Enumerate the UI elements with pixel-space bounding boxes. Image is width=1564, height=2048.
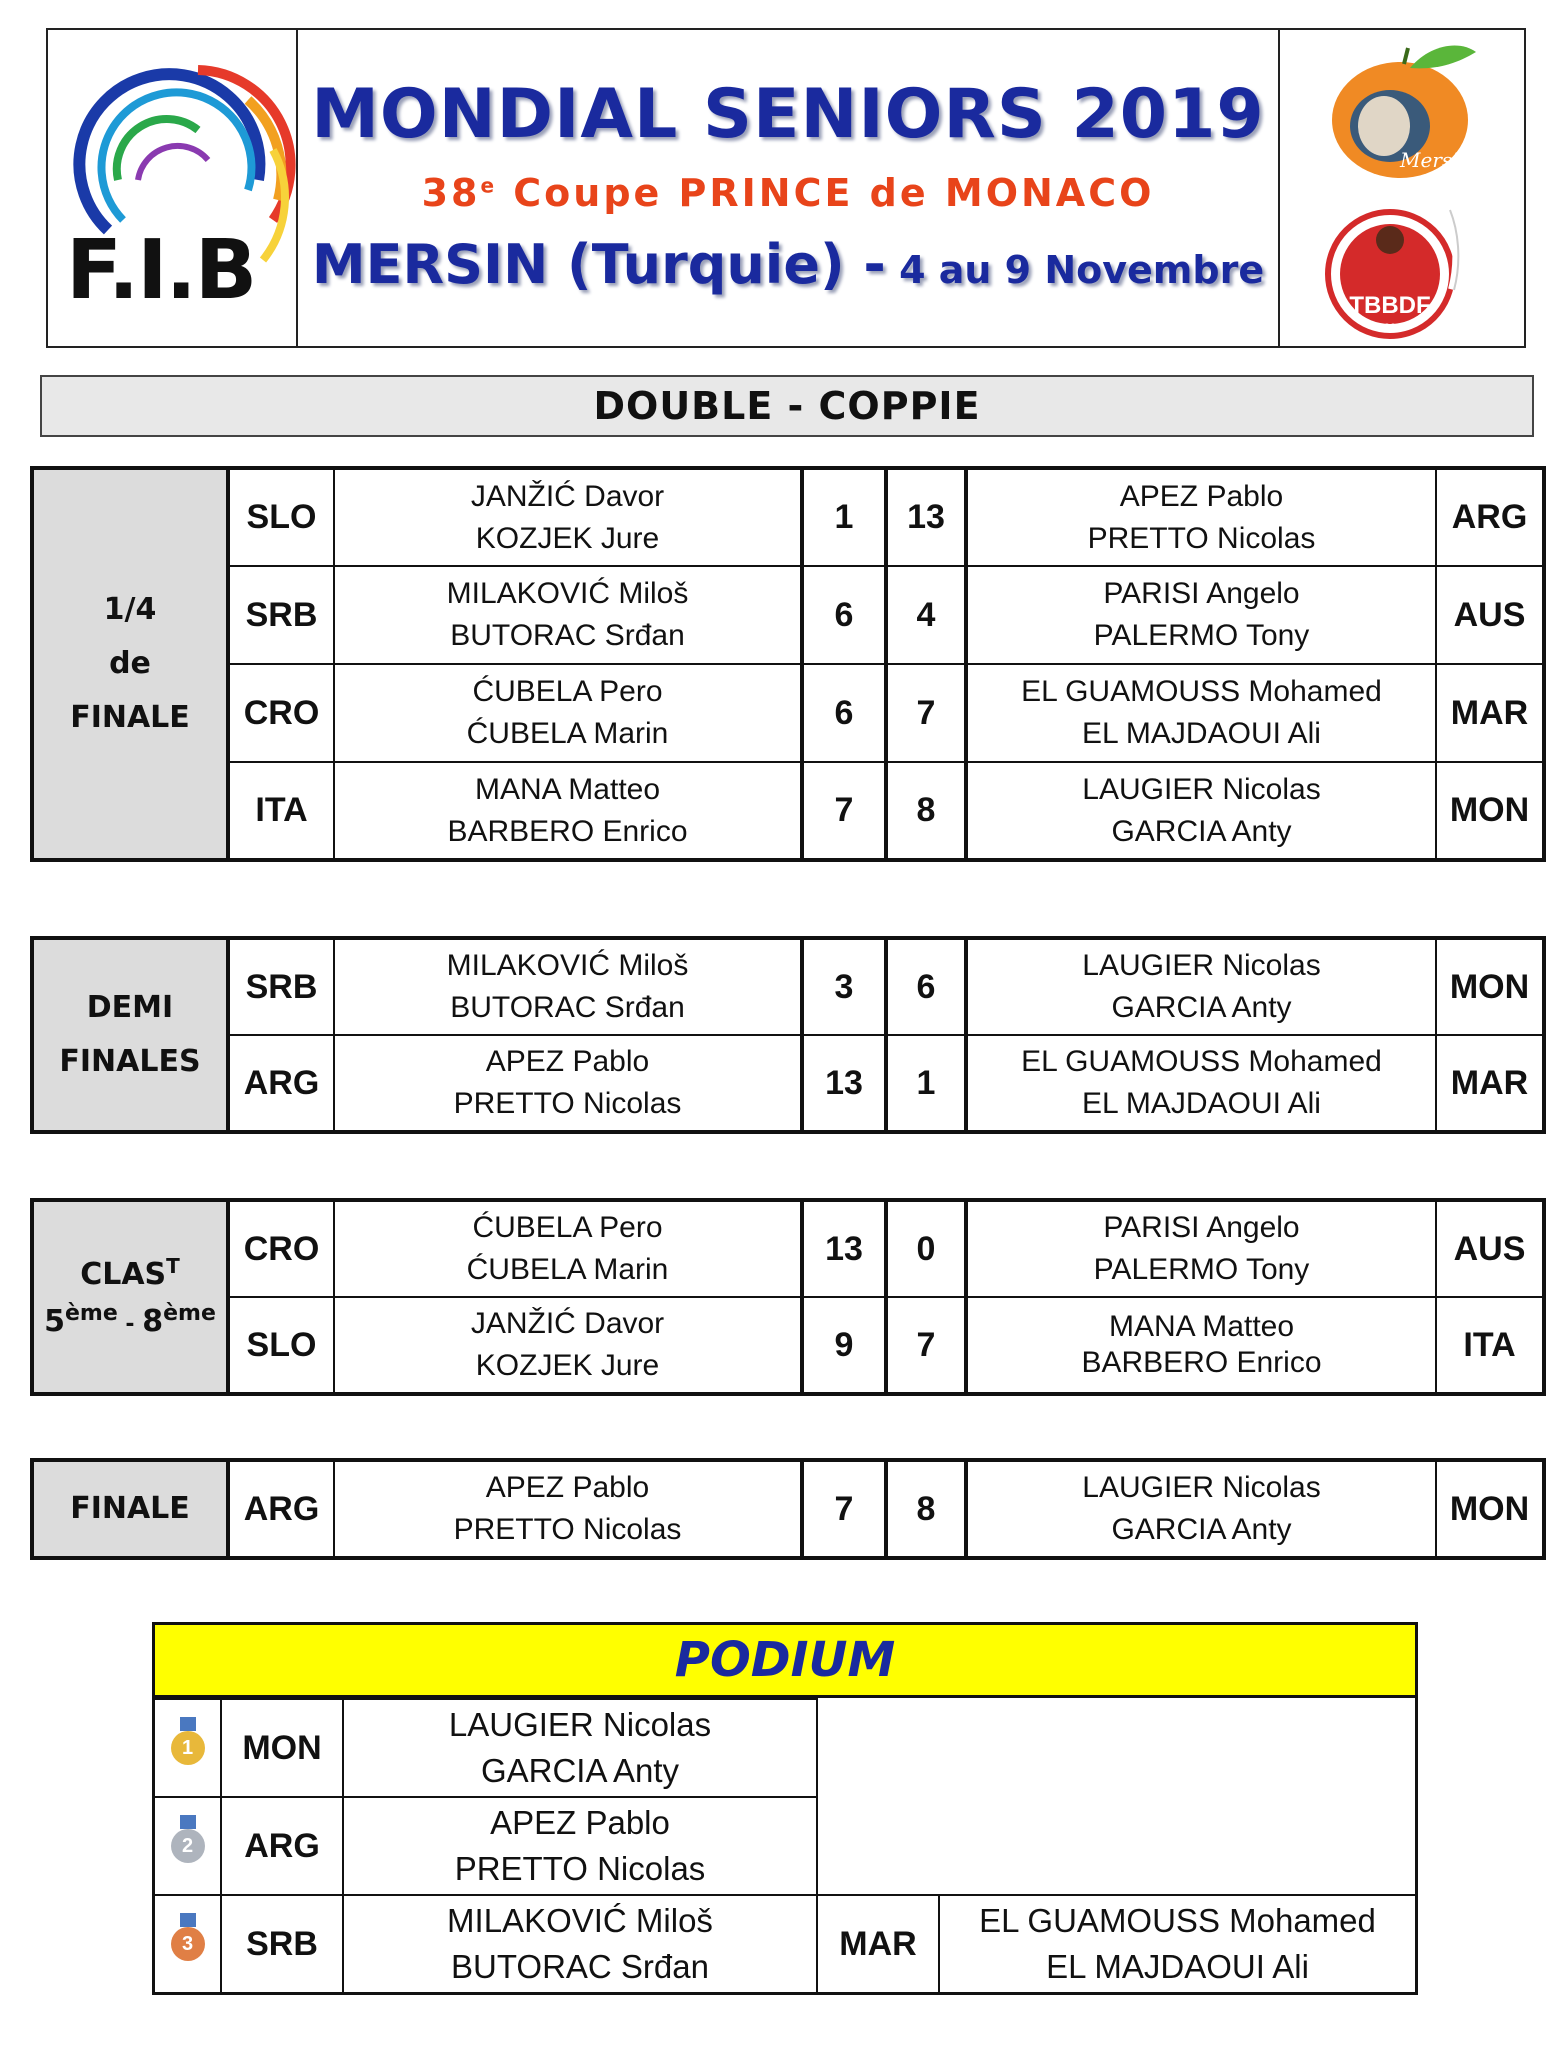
podium-box <box>152 1622 1418 1995</box>
player-name: ĆUBELA Pero <box>472 1211 663 1244</box>
left-country-code: SLO <box>228 1297 334 1394</box>
tbbdf-logo-text: TBBDF <box>1349 292 1431 319</box>
left-country-code: ITA <box>228 762 334 860</box>
header-banner <box>46 28 1526 348</box>
right-players <box>966 938 1436 1035</box>
table-row <box>155 1895 1415 1992</box>
right-score: 4 <box>886 566 966 664</box>
stage-label: FINALE <box>32 1460 228 1558</box>
stage-sup: T <box>166 1253 180 1278</box>
right-score: 1 <box>886 1035 966 1132</box>
table-row <box>32 468 1544 566</box>
podium-title: PODIUM <box>155 1625 1415 1698</box>
right-players <box>966 1297 1436 1394</box>
player-name: PRETTO Nicolas <box>453 1087 682 1120</box>
player-name: APEZ Pablo <box>1119 479 1284 513</box>
player-name: BUTORAC Srđan <box>451 1948 709 1985</box>
stage-label <box>32 468 228 860</box>
gold-medal-icon: 1 <box>171 1731 205 1765</box>
left-country-code: SRB <box>228 938 334 1035</box>
podium-players <box>343 1699 817 1797</box>
right-score: 0 <box>886 1200 966 1297</box>
left-score: 7 <box>802 762 886 860</box>
player-name: ĆUBELA Pero <box>472 675 663 708</box>
player-name: MILAKOVIĆ Miloš <box>447 1902 713 1939</box>
left-country-code: CRO <box>228 1200 334 1297</box>
table-row <box>32 566 1544 664</box>
stage-text: 5 <box>44 1303 65 1339</box>
player-name: EL MAJDAOUI Ali <box>1082 1087 1321 1120</box>
left-country-code: ARG <box>228 1460 334 1558</box>
player-name: EL MAJDAOUI Ali <box>1046 1948 1309 1985</box>
right-country-code: MAR <box>1436 664 1544 762</box>
table-row <box>32 938 1544 1035</box>
player-name: EL GUAMOUSS Mohamed <box>979 1902 1376 1939</box>
player-name: JANŽIĆ Davor <box>470 1307 665 1340</box>
player-name: GARCIA Anty <box>480 1752 680 1789</box>
podium-table <box>155 1698 1415 1992</box>
player-name: MILAKOVIĆ Miloš <box>446 577 689 610</box>
player-name: PRETTO Nicolas <box>453 1513 682 1546</box>
right-players <box>966 1460 1436 1558</box>
podium-country-code: MAR <box>817 1895 939 1992</box>
right-country-code: AUS <box>1436 566 1544 664</box>
table-row <box>155 1699 1415 1797</box>
table-row <box>32 1460 1544 1558</box>
right-country-code: ITA <box>1436 1297 1544 1394</box>
left-players <box>334 938 802 1035</box>
fib-logo-text: F.I.B <box>66 223 256 318</box>
tbbdf-logo-year: 2005 <box>1377 322 1403 334</box>
player-name: LAUGIER Nicolas <box>1082 1471 1321 1504</box>
player-name: MANA Matteo <box>474 772 661 806</box>
right-country-code: MON <box>1436 1460 1544 1558</box>
header-title-block <box>298 30 1280 346</box>
table-row <box>32 1200 1544 1297</box>
player-name: GARCIA Anty <box>1111 1513 1292 1546</box>
empty-cell <box>817 1699 1415 1895</box>
stage-sup: ème <box>65 1300 118 1326</box>
stage-line: FINALES <box>59 1044 201 1079</box>
podium-country-code: MON <box>221 1699 343 1797</box>
right-score: 7 <box>886 664 966 762</box>
right-players <box>966 664 1436 762</box>
final-table <box>30 1458 1546 1560</box>
stage-line <box>34 1297 226 1344</box>
bronze-medal-cell <box>155 1895 221 1992</box>
right-players <box>966 1035 1436 1132</box>
stage-line: FINALE <box>70 700 190 735</box>
event-dates: 4 au 9 Novembre <box>885 247 1265 292</box>
stage-line: de <box>109 646 151 681</box>
left-score: 13 <box>802 1200 886 1297</box>
left-players <box>334 1297 802 1394</box>
player-name: MILAKOVIĆ Miloš <box>446 949 689 982</box>
table-row <box>32 1297 1544 1394</box>
player-name: BARBERO Enrico <box>1081 1346 1322 1379</box>
right-score: 6 <box>886 938 966 1035</box>
right-players <box>966 1200 1436 1297</box>
player-name: MANA Matteo <box>1108 1310 1295 1343</box>
player-name: LAUGIER Nicolas <box>1082 949 1321 982</box>
fib-logo <box>48 30 298 346</box>
player-name: KOZJEK Jure <box>475 521 660 555</box>
right-country-code: ARG <box>1436 468 1544 566</box>
player-name: PALERMO Tony <box>1093 619 1310 652</box>
player-name: EL MAJDAOUI Ali <box>1082 717 1321 750</box>
left-score: 9 <box>802 1297 886 1394</box>
player-name: PRETTO Nicolas <box>1087 521 1316 555</box>
silver-medal-icon: 2 <box>171 1829 205 1863</box>
subtitle-number: 38 <box>421 170 481 215</box>
stage-line <box>34 1251 226 1297</box>
stage-text: CLAS <box>80 1256 167 1292</box>
right-score: 8 <box>886 762 966 860</box>
right-players <box>966 566 1436 664</box>
left-country-code: ARG <box>228 1035 334 1132</box>
player-name: BARBERO Enrico <box>447 814 688 848</box>
stage-label <box>32 1200 228 1394</box>
left-score: 3 <box>802 938 886 1035</box>
player-name: PARISI Angelo <box>1103 1211 1300 1244</box>
event-location: MERSIN (Turquie) - <box>311 232 886 296</box>
left-score: 6 <box>802 664 886 762</box>
event-subtitle <box>422 171 1155 215</box>
right-players <box>966 468 1436 566</box>
player-name: PARISI Angelo <box>1103 577 1300 610</box>
left-score: 13 <box>802 1035 886 1132</box>
player-name: GARCIA Anty <box>1111 991 1292 1024</box>
left-country-code: SLO <box>228 468 334 566</box>
right-players <box>966 762 1436 860</box>
stage-line: 1/4 <box>103 592 157 627</box>
player-name: ĆUBELA Marin <box>466 717 669 750</box>
player-name: BUTORAC Srđan <box>450 619 685 652</box>
right-score: 13 <box>886 468 966 566</box>
player-name: JANŽIĆ Davor <box>470 479 665 513</box>
left-country-code: CRO <box>228 664 334 762</box>
podium-players <box>343 1895 817 1992</box>
table-row <box>32 762 1544 860</box>
right-country-code: MON <box>1436 762 1544 860</box>
right-country-code: MON <box>1436 938 1544 1035</box>
left-players <box>334 762 802 860</box>
left-players <box>334 1460 802 1558</box>
bronze-medal-icon: 3 <box>171 1927 205 1961</box>
table-row <box>32 664 1544 762</box>
left-score: 1 <box>802 468 886 566</box>
gold-medal-cell <box>155 1699 221 1797</box>
podium-players <box>343 1797 817 1895</box>
semi-final-table <box>30 936 1546 1134</box>
left-country-code: SRB <box>228 566 334 664</box>
player-name: APEZ Pablo <box>490 1804 670 1841</box>
table-row <box>32 1035 1544 1132</box>
player-name: PRETTO Nicolas <box>454 1850 706 1887</box>
player-name: GARCIA Anty <box>1111 814 1292 848</box>
subtitle-rest: Coupe PRINCE de MONACO <box>497 170 1155 215</box>
podium-country-code: ARG <box>221 1797 343 1895</box>
section-title: DOUBLE - COPPIE <box>40 375 1534 437</box>
left-players <box>334 1200 802 1297</box>
player-name: PALERMO Tony <box>1093 1253 1310 1286</box>
left-players <box>334 468 802 566</box>
left-players <box>334 566 802 664</box>
podium-players <box>939 1895 1415 1992</box>
player-name: LAUGIER Nicolas <box>448 1706 712 1743</box>
event-title: MONDIAL SENIORS 2019 <box>311 74 1265 154</box>
stage-line: DEMI <box>86 990 174 1025</box>
subtitle-sup: e <box>480 172 498 197</box>
left-score: 6 <box>802 566 886 664</box>
right-score: 8 <box>886 1460 966 1558</box>
player-name: EL GUAMOUSS Mohamed <box>1021 1045 1382 1078</box>
quarter-final-table <box>30 466 1546 862</box>
player-name: APEZ Pablo <box>485 1471 650 1504</box>
player-name: BUTORAC Srđan <box>450 991 685 1024</box>
player-name: KOZJEK Jure <box>475 1349 660 1382</box>
left-score: 7 <box>802 1460 886 1558</box>
left-players <box>334 664 802 762</box>
player-name: APEZ Pablo <box>485 1045 650 1078</box>
right-score: 7 <box>886 1297 966 1394</box>
classification-table <box>30 1198 1546 1396</box>
left-players <box>334 1035 802 1132</box>
event-place <box>312 233 1264 296</box>
podium-country-code: SRB <box>221 1895 343 1992</box>
sponsor-logos <box>1280 30 1524 346</box>
player-name: ĆUBELA Marin <box>466 1253 669 1286</box>
stage-text: - <box>117 1311 143 1337</box>
silver-medal-cell <box>155 1797 221 1895</box>
player-name: LAUGIER Nicolas <box>1082 772 1321 806</box>
right-country-code: MAR <box>1436 1035 1544 1132</box>
stage-label <box>32 938 228 1132</box>
right-country-code: AUS <box>1436 1200 1544 1297</box>
stage-text: 8 <box>142 1303 164 1339</box>
stage-sup: ème <box>163 1300 216 1326</box>
mersin-logo-text: Mersin <box>1400 148 1472 172</box>
player-name: EL GUAMOUSS Mohamed <box>1021 675 1382 708</box>
